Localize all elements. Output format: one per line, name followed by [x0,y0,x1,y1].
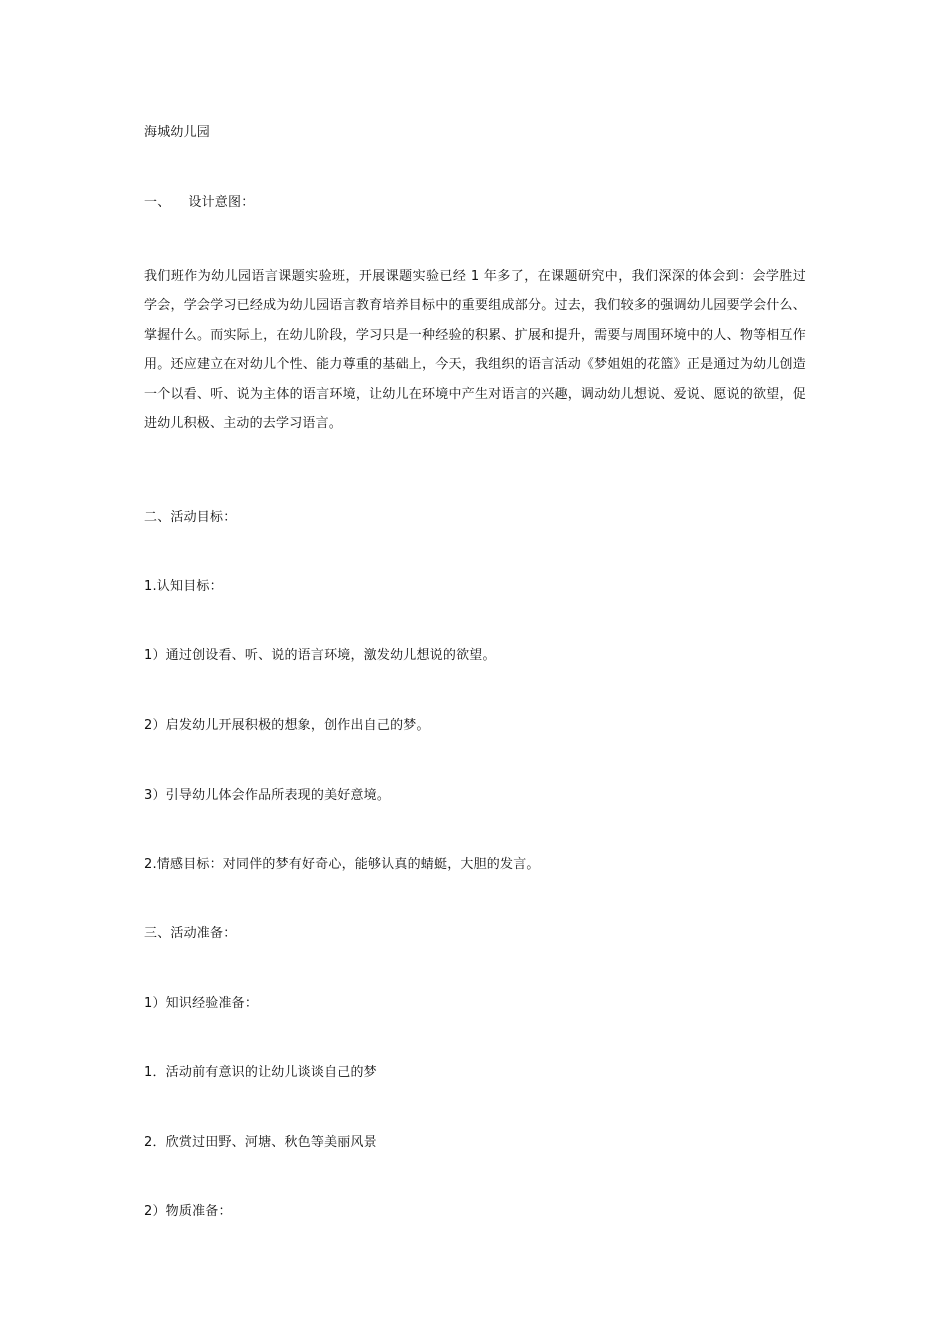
section-heading-preparation: 三、活动准备： [144,926,237,941]
cognitive-objective-item: 2）启发幼儿开展积极的想象，创作出自己的梦。 [144,718,430,733]
section-heading-design-intent [144,195,254,211]
section-heading-text: 设计意图： [188,195,255,210]
section-number: 一、 [144,195,171,210]
cognitive-objective-item: 3）引导幼儿体会作品所表现的美好意境。 [144,788,391,803]
emotional-objective: 2.情感目标：对同伴的梦有好奇心，能够认真的蜻蜓，大胆的发言。 [144,857,540,872]
design-intent-paragraph: 我们班作为幼儿园语言课题实验班，开展课题实验已经 1 年多了，在课题研究中，我们深深的体会到：会学胜过学会，学会学习已经成为幼儿园语言教育培养目标中的重要组成部分。过去，我们较多的强调幼儿园要学会什么、掌握什么。而实际上，在幼儿阶段，学习只是一种经验的积累、扩展和提升，需要与周围环境中的人、物等相互作用。还应建立在对幼儿个性、能力尊重的基础上，今天，我组织的语言活动《梦姐姐的花篮》正是通过为幼儿创造一个以看、听、说为主体的语言环境，让幼儿在环境中产生对语言的兴趣，调动幼儿想说、爱说、愿说的欲望，促进幼儿积极、主动的去学习语言。 [144,269,806,432]
document-title: 海城幼儿园 [144,125,211,140]
cognitive-objectives-heading: 1.认知目标： [144,579,223,594]
knowledge-preparation-item: 2．欣赏过田野、河塘、秋色等美丽风景 [144,1135,377,1150]
material-preparation-heading: 2）物质准备： [144,1204,232,1219]
section-heading-objectives: 二、活动目标： [144,510,237,525]
cognitive-objective-item: 1）通过创设看、听、说的语言环境，激发幼儿想说的欲望。 [144,648,496,663]
knowledge-preparation-item: 1．活动前有意识的让幼儿谈谈自己的梦 [144,1065,377,1080]
knowledge-preparation-heading: 1）知识经验准备： [144,996,259,1011]
